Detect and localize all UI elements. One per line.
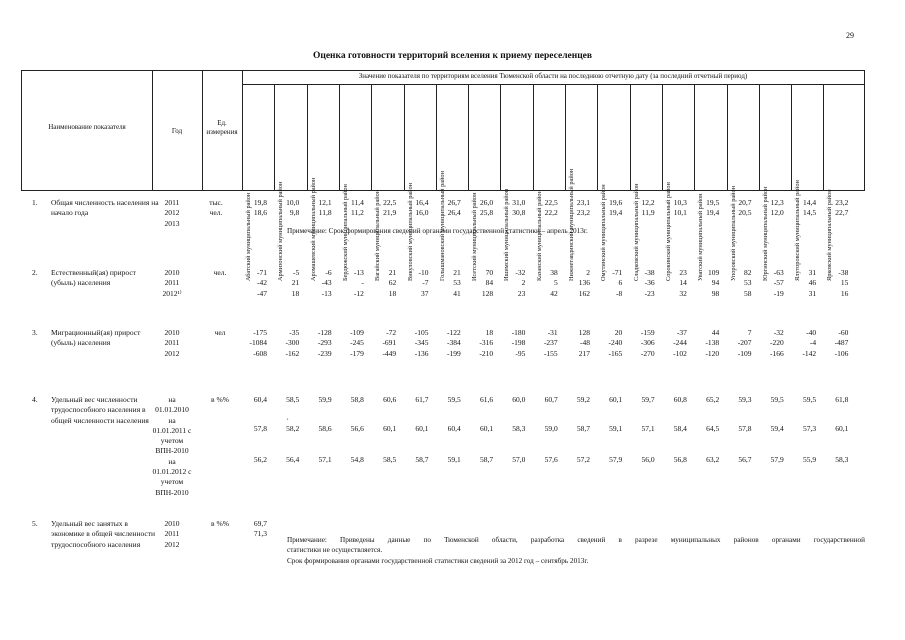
value-cell: -43 [321,278,332,288]
value-cell: 61,6 [479,395,494,404]
value-cell: -691 [382,338,397,348]
value-cell: 56,6 [350,424,364,433]
value-cell: -109 [737,348,752,358]
value-cell: 61,7 [415,395,429,404]
values-caption: Значение показателя по территориям вселения Тюменской области на последнюю отчетную дату (за последний отчетный период) [358,72,748,80]
value-cell: -608 [253,348,267,358]
value-cell: 56,4 [286,455,300,464]
value-cell: 2 [521,278,526,288]
value-cell: 16,0 [415,208,429,218]
value-cell: -60 [838,328,849,337]
value-cell: -122 [447,328,461,337]
value-cell: 6 [618,278,623,288]
value-cell: 58,3 [835,455,849,464]
value-cell: 19,4 [609,208,623,218]
value-cell: 19,5 [706,198,720,207]
value-cell: 23 [517,288,526,298]
row-year: 2011 [164,338,180,348]
value-cell: 58,5 [383,455,397,464]
value-cell: -179 [350,348,364,358]
district-header-label: Ялуторовский муниципальный район [794,180,802,282]
value-cell: -142 [802,348,817,358]
value-cell: -71 [612,268,623,277]
value-cell: 14,5 [802,208,817,218]
row-year: 2012 [164,208,180,218]
value-cell: 10,0 [286,198,300,207]
value-cell: 58,5 [286,395,300,404]
value-cell: -48 [580,338,590,348]
value-cell: 5 [553,278,558,288]
value-cell: 58,7 [415,455,429,464]
district-header-label: Упоровский муниципальный район [729,186,737,282]
value-cell: - [361,278,364,288]
value-cell: -7 [422,278,429,288]
district-header-label: Исетский муниципальный район [471,192,479,282]
value-cell: 19,8 [253,198,267,207]
value-cell: 20,5 [738,208,752,218]
row-years [152,198,192,229]
district-header-label: Сорокинский муниципальный район [664,182,672,282]
value-cell: 58,3 [512,424,526,433]
value-cell: 57,2 [576,455,590,464]
value-cell: 60,7 [544,395,558,404]
value-cell: -155 [543,348,558,358]
value-cell: -159 [640,328,655,337]
district-header-label: Юргинский муниципальный район [761,187,769,282]
value-cell: 23,2 [835,198,849,207]
value-cell: 56,8 [673,455,687,464]
value-cell: 59,3 [738,395,752,404]
value-cell: -63 [773,268,784,277]
value-cell: -13 [353,268,364,277]
value-cell: -1084 [249,338,267,348]
district-header-label: Ярковский муниципальный район [826,189,834,282]
value-cell: 21 [291,278,300,288]
value-cell: -487 [834,338,849,348]
value-cell: -245 [350,338,364,348]
row-indicator-name: Миграционный(ая) прирост (убыль) населения [51,328,141,348]
row-number: 3. [32,328,38,337]
value-cell: 23,2 [576,208,590,218]
value-cell: -293 [317,338,332,348]
row-indicator-name: Удельный вес занятых в экономике в общей численности трудоспособного населения [51,519,156,549]
value-cell: 23,1 [576,198,590,207]
row-year: 2010 [164,519,180,528]
value-cell: -5 [293,268,300,277]
row-unit: тыс. чел. [209,198,223,218]
value-cell: 20 [614,328,623,337]
value-cell: 109 [707,268,720,277]
value-cell: 18,6 [253,208,267,218]
value-cell: -220 [770,338,784,348]
row-year: на 01.01.2012 с учетом ВПН-2010 [152,456,192,497]
row-year: 2012¹⁾ [162,288,182,298]
value-cell: -23 [644,288,655,298]
value-cell: 98 [711,288,720,298]
value-cell: 57,6 [544,455,558,464]
value-cell: 59,1 [447,455,461,464]
value-cell: 63,2 [706,455,720,464]
value-cell: 37 [421,288,429,298]
value-cell: 59,5 [770,395,784,404]
value-cell: 25,8 [479,208,494,218]
value-cell: 59,5 [802,395,817,404]
value-cell: -35 [289,328,300,337]
value-cell: -37 [676,328,687,337]
row-unit: чел. [213,268,227,277]
value-cell: 57,8 [738,424,752,433]
value-cell: -109 [350,328,364,337]
value-cell: -31 [547,328,558,337]
value-cell: -6 [325,268,332,277]
value-cell: 217 [578,348,590,358]
value-cell: 10,3 [673,198,687,207]
value-cell: 7 [747,328,752,337]
value-cell: 11,4 [351,198,364,207]
value-cell: 162 [578,288,590,298]
value-cell: -239 [317,348,332,358]
row-unit: чел [214,328,226,337]
value-cell: -95 [515,348,526,358]
page-number: 29 [846,31,854,40]
value-cell: 59,7 [641,395,655,404]
value-cell: 60,1 [383,424,397,433]
value-cell: -8 [616,288,623,298]
value-cell: 56,7 [738,455,752,464]
value-cell: -345 [414,338,429,348]
value-cell: 11,2 [351,208,364,218]
value-cell: 59,1 [609,424,623,433]
value-cell: 21,9 [383,208,397,218]
value-cell: -42 [257,278,267,288]
value-cell: 12,2 [641,198,655,207]
value-cell: 23 [679,268,687,277]
value-cell: -316 [479,338,494,348]
value-cell: 65,2 [706,395,720,404]
value-cell: -449 [382,348,397,358]
value-cell: -32 [515,268,526,277]
value-cell: 11,8 [318,208,332,218]
note-employment-line: Срок формирования органами государственной статистики сведений за 2012 год – сентябрь 2013г. [287,557,589,565]
value-cell: 60,4 [253,395,267,404]
district-header-label: Сладковский муниципальный район [632,183,640,282]
value-cell: 14,4 [802,198,817,207]
row-years [152,395,192,498]
value-cell: -244 [673,338,687,348]
value-cell: -198 [511,338,526,348]
value-cell: 60,4 [447,424,461,433]
value-cell: 22,5 [544,198,558,207]
row-number: 5. [32,519,38,528]
value-cell: 58,6 [318,424,332,433]
row-year: на 01.01.2011 с учетом ВПН-2010 [152,415,192,456]
value-cell: 21 [453,268,461,277]
district-header-label: Нижнетавдинский муниципальный район [568,169,575,282]
row-year: 2011 [164,529,180,539]
row-year: 2011 [164,198,180,207]
value-cell: -384 [447,338,461,348]
row-number: 1. [32,198,38,207]
value-cell: -71 [257,268,267,277]
value-cell: 55,9 [802,455,817,464]
value-cell: 9,8 [289,208,300,218]
value-cell: 26,0 [479,198,494,207]
value-cell: 57,1 [641,424,655,433]
value-cell: 16 [840,288,849,298]
value-cell: -38 [644,268,655,277]
row-years [152,328,192,359]
row-year: 2012 [164,539,180,549]
value-cell: -165 [608,348,623,358]
value-cell: 19,6 [609,198,623,207]
value-cell: 18 [485,328,494,337]
value-cell: 60,6 [383,395,397,404]
value-cell: 54,8 [350,455,364,464]
value-cell: 64,5 [706,424,720,433]
value-cell: -270 [640,348,655,358]
value-cell: 59,5 [447,395,461,404]
value-cell: 61,8 [835,395,849,404]
value-cell: -10 [418,268,429,277]
row-indicator-name: Удельный вес численности трудоспособного населения в общей численности населения [51,395,149,425]
value-cell: 22,2 [544,208,558,218]
row-indicator-name: Естественный(ая) прирост (убыль) населения [51,268,136,288]
value-cell: 60,1 [835,424,849,433]
value-cell: 57,0 [512,455,526,464]
value-cell: -162 [285,348,300,358]
row-number: 2. [32,268,38,277]
value-cell: 12,1 [318,198,332,207]
row-unit: в %% [211,519,229,528]
value-cell: -13 [321,288,332,298]
note-employment-line: статистики не осуществляется. [287,546,383,554]
value-cell: 56,2 [253,455,267,464]
value-cell: 82 [744,268,752,277]
district-header-label: Вагайский муниципальный район [374,190,382,282]
value-cell: -19 [773,288,784,298]
value-cell: 12,3 [770,198,784,207]
value-cell: 60,1 [609,395,623,404]
district-header-label: Бердюжский муниципальный район [341,184,349,282]
value-cell: -207 [737,338,752,348]
stray-mark: , [287,415,289,421]
value-cell: 31 [808,288,817,298]
value-cell: 18 [291,288,300,298]
district-header-label: Омутинский муниципальный район [600,184,608,282]
row-unit: в %% [211,395,229,404]
district-header-label: Ишимский муниципальный район [503,189,511,282]
value-cell: 44 [711,328,720,337]
header-year: Год [171,127,183,135]
value-cell: -4 [809,338,817,348]
value-cell: 16,4 [415,198,429,207]
value-cell: -138 [705,338,720,348]
value-cell: -102 [673,348,687,358]
district-header-label: Абатский муниципальный район [245,193,252,282]
row-year: 2011 [164,278,180,288]
row-year: 2012 [164,348,180,358]
value-cell: -72 [386,328,397,337]
value-cell: 14 [679,278,687,288]
value-cell: 60,8 [673,395,687,404]
value-cell: -106 [834,348,849,358]
value-cell: 18 [388,288,397,298]
value-cell: 60,1 [415,424,429,433]
value-cell: 58,4 [673,424,687,433]
value-cell: -166 [770,348,784,358]
value-cell: 22,5 [383,198,397,207]
value-cell: 38 [550,268,558,277]
note-population: Примечание: Срок формирования сведений органами государственной статистики – апрель 2013г. [287,227,588,235]
value-cell: 57,1 [318,455,332,464]
value-cell: 59,4 [770,424,784,433]
value-cell: 20,7 [738,198,752,207]
value-cell: 70 [485,268,494,277]
value-cell: 57,8 [253,424,267,433]
value-cell: 60,1 [479,424,494,433]
value-cell: 32 [679,288,687,298]
row-years [152,268,192,299]
value-cell: 53 [453,278,461,288]
value-cell: 57,9 [770,455,784,464]
value-cell: -32 [773,328,784,337]
value-cell: -128 [317,328,332,337]
district-header-label: Казанский муниципальный район [535,190,543,282]
value-cell: -40 [806,328,817,337]
value-cell: 2 [586,268,590,277]
value-cell: 136 [578,278,590,288]
value-cell: -57 [773,278,784,288]
district-header-label: Викуловский муниципальный район [406,183,414,282]
value-cell: -120 [705,348,720,358]
value-cell: 19,4 [706,208,720,218]
district-header-label: Аромашевский муниципальный район [309,177,317,282]
value-cell: 58,2 [286,424,300,433]
value-cell: 71,3 [253,529,267,539]
value-cell: 12,0 [770,208,784,218]
value-cell: 11,9 [641,208,655,218]
page-title: Оценка готовности территорий вселения к приему переселенцев [312,51,593,61]
value-cell: 57,3 [802,424,817,433]
value-cell: -47 [257,288,267,298]
value-cell: -306 [640,338,655,348]
value-cell: 60,0 [512,395,526,404]
value-cell: 69,7 [253,519,267,528]
row-year: 2010 [164,328,180,337]
value-cell: 62 [388,278,397,288]
district-header-label: Армизонский муниципальный район [277,182,285,282]
value-cell: 15 [840,278,849,288]
value-cell: -237 [543,338,558,348]
value-cell: 57,9 [609,455,623,464]
row-year: 2010 [164,268,180,277]
value-cell: -199 [447,348,461,358]
value-cell: 42 [550,288,558,298]
value-cell: 59,9 [318,395,332,404]
value-cell: 128 [481,288,494,298]
header-indicator-name: Наименование показателя [48,123,126,131]
value-cell: 26,7 [447,198,461,207]
value-cell: 31,0 [512,198,526,207]
value-cell: 41 [453,288,461,298]
row-year: 2013 [164,218,180,228]
district-header-label: Голышмановский муниципальный район [438,171,446,282]
district-header-label: Уватский муниципальный район [697,193,705,282]
row-year: на 01.01.2010 [155,395,189,415]
value-cell: 22,7 [835,208,849,218]
value-cell: -240 [608,338,623,348]
value-cell: 56,0 [641,455,655,464]
value-cell: 59,0 [544,424,558,433]
value-cell: -210 [479,348,494,358]
value-cell: 31 [808,268,817,277]
note-employment-line: Примечание: Приведены данные по Тюменской области, разработка сведений в разрезе муниципальных районов органами государственной [287,536,865,544]
value-cell: 59,2 [576,395,590,404]
value-cell: 58 [744,288,752,298]
row-indicator-name: Общая численность населения на начало года [51,198,159,218]
value-cell: -300 [285,338,300,348]
value-cell: -38 [838,268,849,277]
value-cell: -12 [353,288,364,298]
value-cell: -180 [511,328,526,337]
row-number: 4. [32,395,38,404]
value-cell: -136 [414,348,429,358]
value-cell: 26,4 [447,208,461,218]
value-cell: 58,7 [479,455,494,464]
header-unit: Ед. измерения [206,119,238,136]
value-cell: 53 [744,278,752,288]
row-years [152,519,192,550]
value-cell: 30,8 [512,208,526,218]
value-cell: -36 [644,278,655,288]
value-cell: 21 [388,268,397,277]
value-cell: 128 [578,328,590,337]
value-cell: -105 [414,328,429,337]
value-cell: 84 [485,278,494,288]
value-cell: 58,8 [350,395,364,404]
value-cell: -175 [253,328,267,337]
value-cell: 46 [808,278,817,288]
value-cell: 10,1 [673,208,687,218]
value-cell: 94 [711,278,720,288]
value-cell: 58,7 [576,424,590,433]
